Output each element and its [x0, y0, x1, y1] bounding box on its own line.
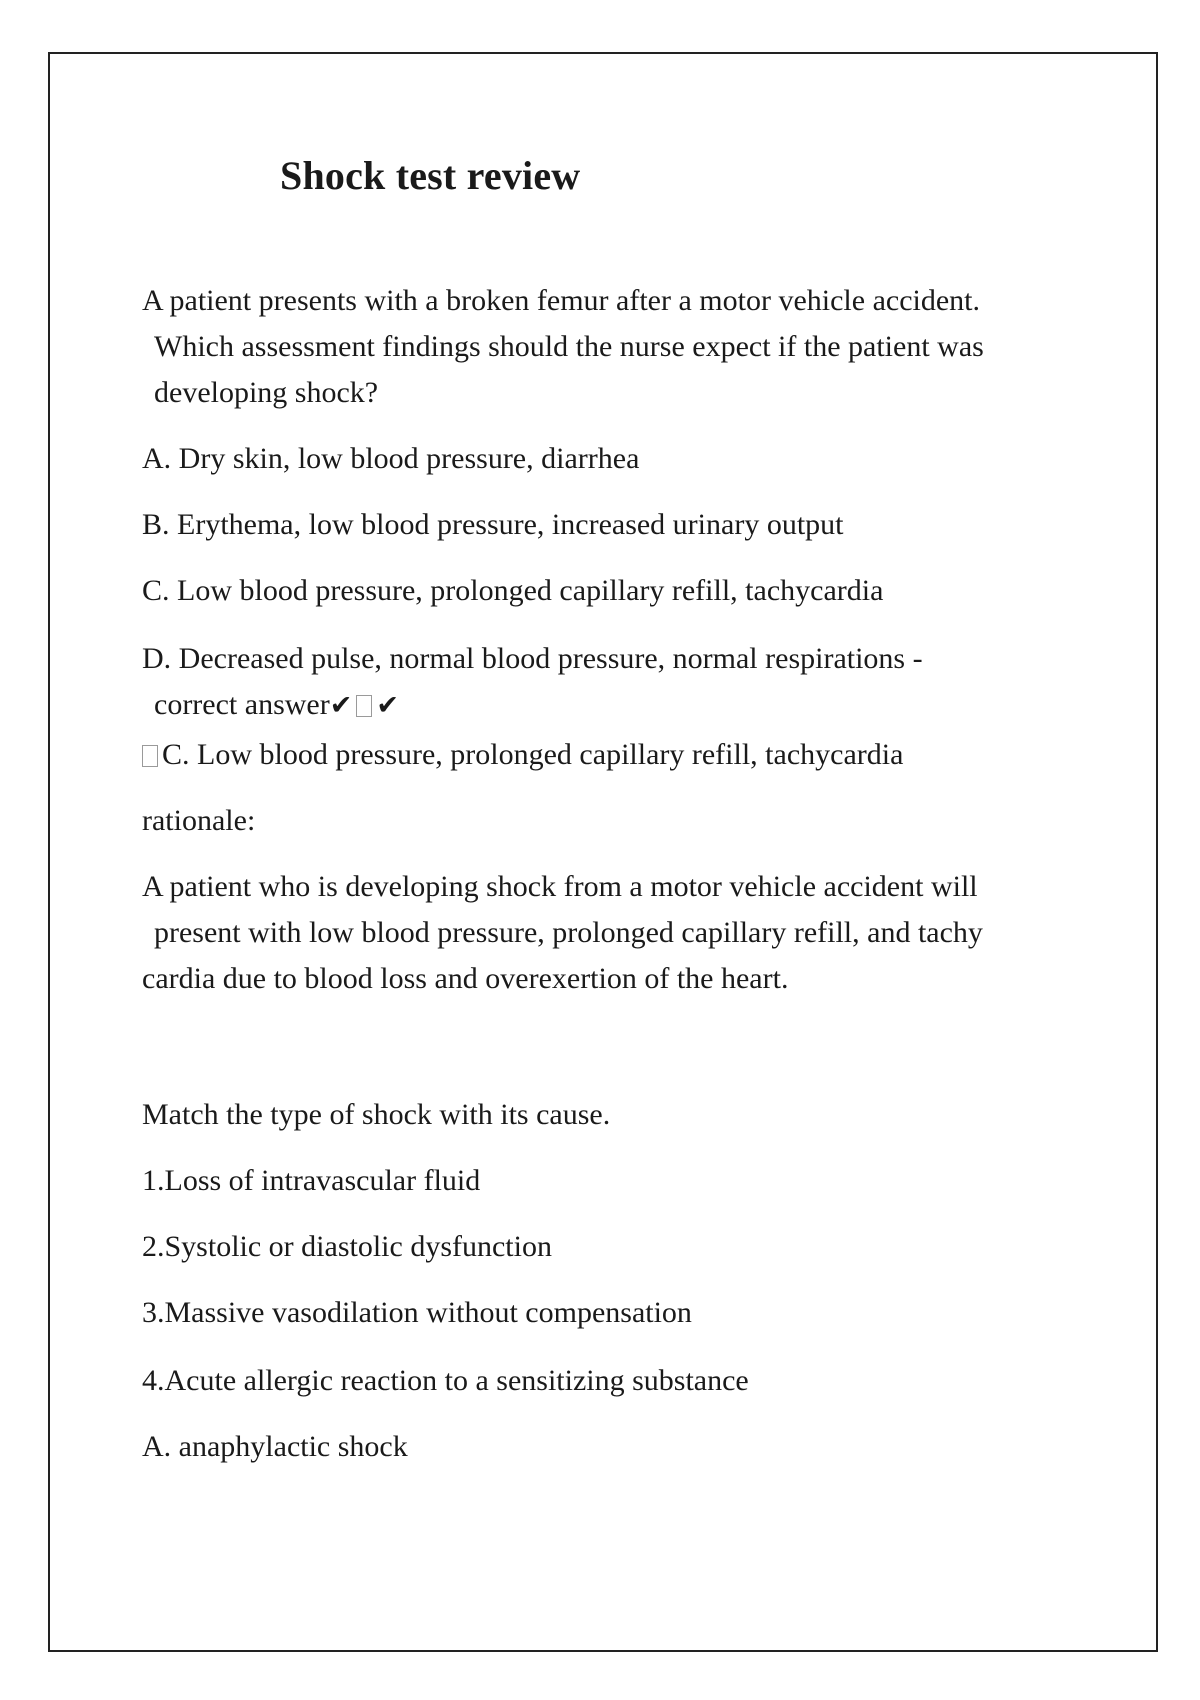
- question2-prompt: Match the type of shock with its cause.: [142, 1098, 611, 1131]
- correct-answer-line: [142, 682, 1074, 729]
- question1-line3: developing shock?: [154, 376, 379, 409]
- question1-line1: A patient presents with a broken femur after a motor vehicle accident.: [142, 284, 981, 317]
- question1-option-c: C. Low blood pressure, prolonged capillary refill, tachycardia: [142, 574, 884, 607]
- question2-item: 2.Systolic or diastolic dysfunction: [142, 1230, 552, 1263]
- check-mark-icon: ✔: [376, 690, 399, 721]
- question1-option-a: A. Dry skin, low blood pressure, diarrhea: [142, 442, 640, 475]
- question2-item: 1.Loss of intravascular fluid: [142, 1164, 481, 1197]
- document-title: Shock test review: [280, 153, 581, 198]
- question1-option-b: B. Erythema, low blood pressure, increased urinary output: [142, 508, 844, 541]
- question1-line2: Which assessment findings should the nurse expect if the patient was: [154, 330, 984, 363]
- question2-answer: A. anaphylactic shock: [142, 1430, 408, 1463]
- correct-answer-label: correct answer: [154, 688, 330, 721]
- rationale-line3: cardia due to blood loss and overexertion of the heart.: [142, 962, 789, 995]
- rationale-line2: present with low blood pressure, prolonged capillary refill, and tachy: [154, 916, 983, 949]
- answer-text: C. Low blood pressure, prolonged capillary refill, tachycardia: [162, 738, 904, 771]
- question2-item: 3.Massive vasodilation without compensation: [142, 1296, 692, 1329]
- rationale-line1: A patient who is developing shock from a motor vehicle accident will: [142, 870, 978, 903]
- check-mark-icon: ✔: [329, 690, 353, 721]
- question1-option-d: D. Decreased pulse, normal blood pressure, normal respirations -: [142, 642, 923, 675]
- answer-line: [142, 732, 1062, 778]
- placeholder-box-icon: [356, 695, 372, 717]
- placeholder-box-icon: [142, 745, 158, 767]
- question2-item: 4.Acute allergic reaction to a sensitizing substance: [142, 1364, 749, 1397]
- rationale-label: rationale:: [142, 804, 256, 837]
